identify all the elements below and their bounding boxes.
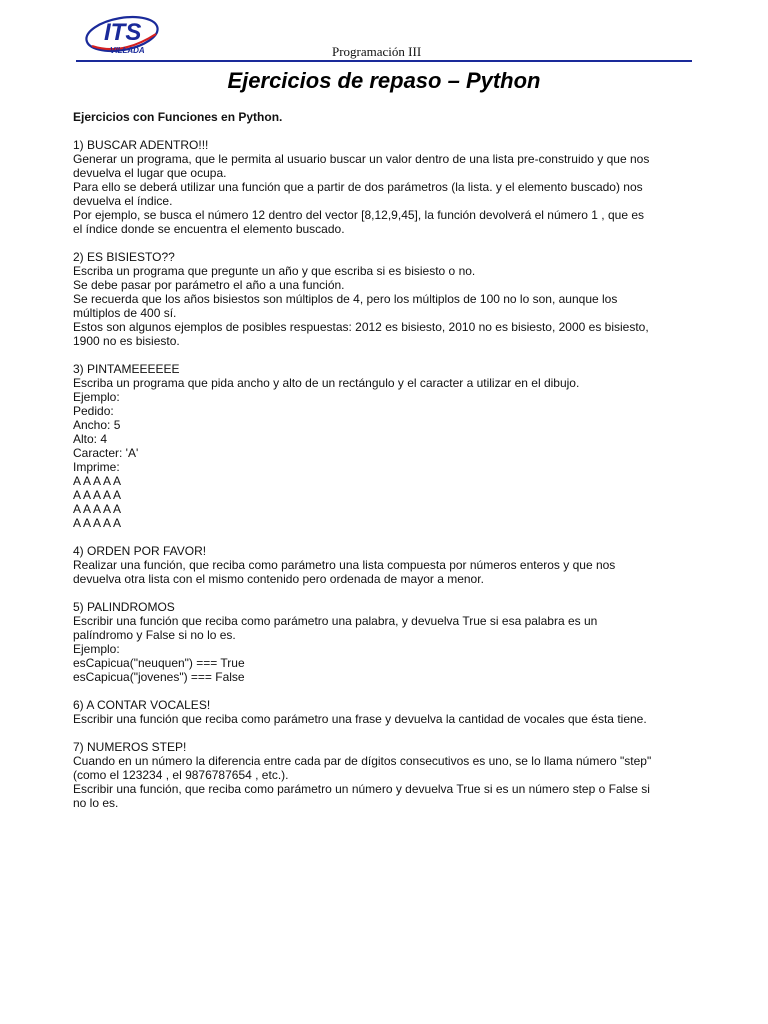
exercise-text-line: Generar un programa, que le permita al usuario buscar un valor dentro de una lista pre-construido y que nos [73, 152, 650, 166]
exercise-text-line: Ejemplo: [73, 390, 120, 404]
its-villada-logo [82, 8, 164, 60]
exercise-4 [73, 544, 703, 586]
document-body [73, 110, 703, 824]
exercise-text-line: Para ello se deberá utilizar una función que a partir de dos parámetros (la lista. y el elemento buscado) nos [73, 180, 643, 194]
exercise-text-line: Se recuerda que los años bisiestos son múltiplos de 4, pero los múltiplos de 100 no lo son, aunque los [73, 292, 618, 306]
exercise-heading: 7) NUMEROS STEP! [73, 740, 187, 754]
exercise-text-line: Ancho: 5 [73, 418, 121, 432]
exercise-text-line: Caracter: 'A' [73, 446, 139, 460]
exercise-text-line: Pedido: [73, 404, 114, 418]
logo-text: ITS [104, 19, 142, 46]
exercise-text-line: Ejemplo: [73, 642, 120, 656]
exercise-text-line: Escribir una función que reciba como parámetro una palabra, y devuelva True si esa palabra es un [73, 614, 598, 628]
exercise-6 [73, 698, 703, 726]
exercise-1 [73, 138, 703, 236]
exercise-heading: 3) PINTAMEEEEEE [73, 362, 180, 376]
exercise-text-line: Realizar una función, que reciba como parámetro una lista compuesta por números enteros y que nos [73, 558, 616, 572]
exercise-heading: 4) ORDEN POR FAVOR! [73, 544, 207, 558]
exercise-text-line: Se debe pasar por parámetro el año a una función. [73, 278, 345, 292]
exercise-text-line: A A A A A [73, 488, 122, 502]
exercise-heading: 5) PALINDROMOS [73, 600, 175, 614]
exercise-text-line: Estos son algunos ejemplos de posibles respuestas: 2012 es bisiesto, 2010 no es bisiesto, 2000 es bisiesto, [73, 320, 649, 334]
exercise-text-line: devuelva otra lista con el mismo contenido pero ordenada de mayor a menor. [73, 572, 484, 586]
exercise-text-line: el índice donde se encuentra el elemento buscado. [73, 222, 345, 236]
exercise-text-line: 1900 no es bisiesto. [73, 334, 180, 348]
exercise-text-line: Alto: 4 [73, 432, 108, 446]
page-title: Ejercicios de repaso – Python [227, 68, 541, 93]
exercise-7 [73, 740, 703, 810]
exercise-text-line: Imprime: [73, 460, 120, 474]
exercise-5 [73, 600, 703, 684]
exercise-text-line: Cuando en un número la diferencia entre cada par de dígitos consecutivos es uno, se lo llama número "step" [73, 754, 652, 768]
exercise-text-line: Escriba un programa que pregunte un año y que escriba si es bisiesto o no. [73, 264, 476, 278]
exercise-text-line: A A A A A [73, 502, 122, 516]
exercise-2 [73, 250, 703, 348]
exercise-text-line: devuelva el índice. [73, 194, 173, 208]
exercise-3 [73, 362, 703, 530]
exercise-text-line: A A A A A [73, 516, 122, 530]
header-divider [76, 60, 692, 62]
exercise-text-line: palíndromo y False si no lo es. [73, 628, 236, 642]
exercise-text-line: Escribir una función que reciba como parámetro una frase y devuelva la cantidad de vocales que ésta tiene. [73, 712, 647, 726]
exercise-list [73, 138, 703, 810]
exercise-text-line: A A A A A [73, 474, 122, 488]
exercise-text-line: Escriba un programa que pida ancho y alto de un rectángulo y el caracter a utilizar en el dibujo. [73, 376, 580, 390]
exercise-text-line: esCapicua("jovenes") === False [73, 670, 245, 684]
exercise-text-line: (como el 123234 , el 9876787654 , etc.). [73, 768, 289, 782]
exercise-heading: 6) A CONTAR VOCALES! [73, 698, 211, 712]
exercise-text-line: múltiplos de 400 sí. [73, 306, 177, 320]
exercise-text-line: esCapicua("neuquen") === True [73, 656, 245, 670]
exercise-text-line: devuelva el lugar que ocupa. [73, 166, 227, 180]
course-name: Programación III [332, 44, 422, 59]
section-subtitle: Ejercicios con Funciones en Python. [73, 110, 283, 124]
exercise-text-line: no lo es. [73, 796, 119, 810]
logo-subtext: VILLADA [110, 46, 145, 55]
exercise-heading: 1) BUSCAR ADENTRO!!! [73, 138, 209, 152]
exercise-text-line: Escribir una función, que reciba como parámetro un número y devuelva True si es un número step o False si [73, 782, 650, 796]
exercise-heading: 2) ES BISIESTO?? [73, 250, 175, 264]
exercise-text-line: Por ejemplo, se busca el número 12 dentro del vector [8,12,9,45], la función devolverá el número 1 , que es [73, 208, 645, 222]
